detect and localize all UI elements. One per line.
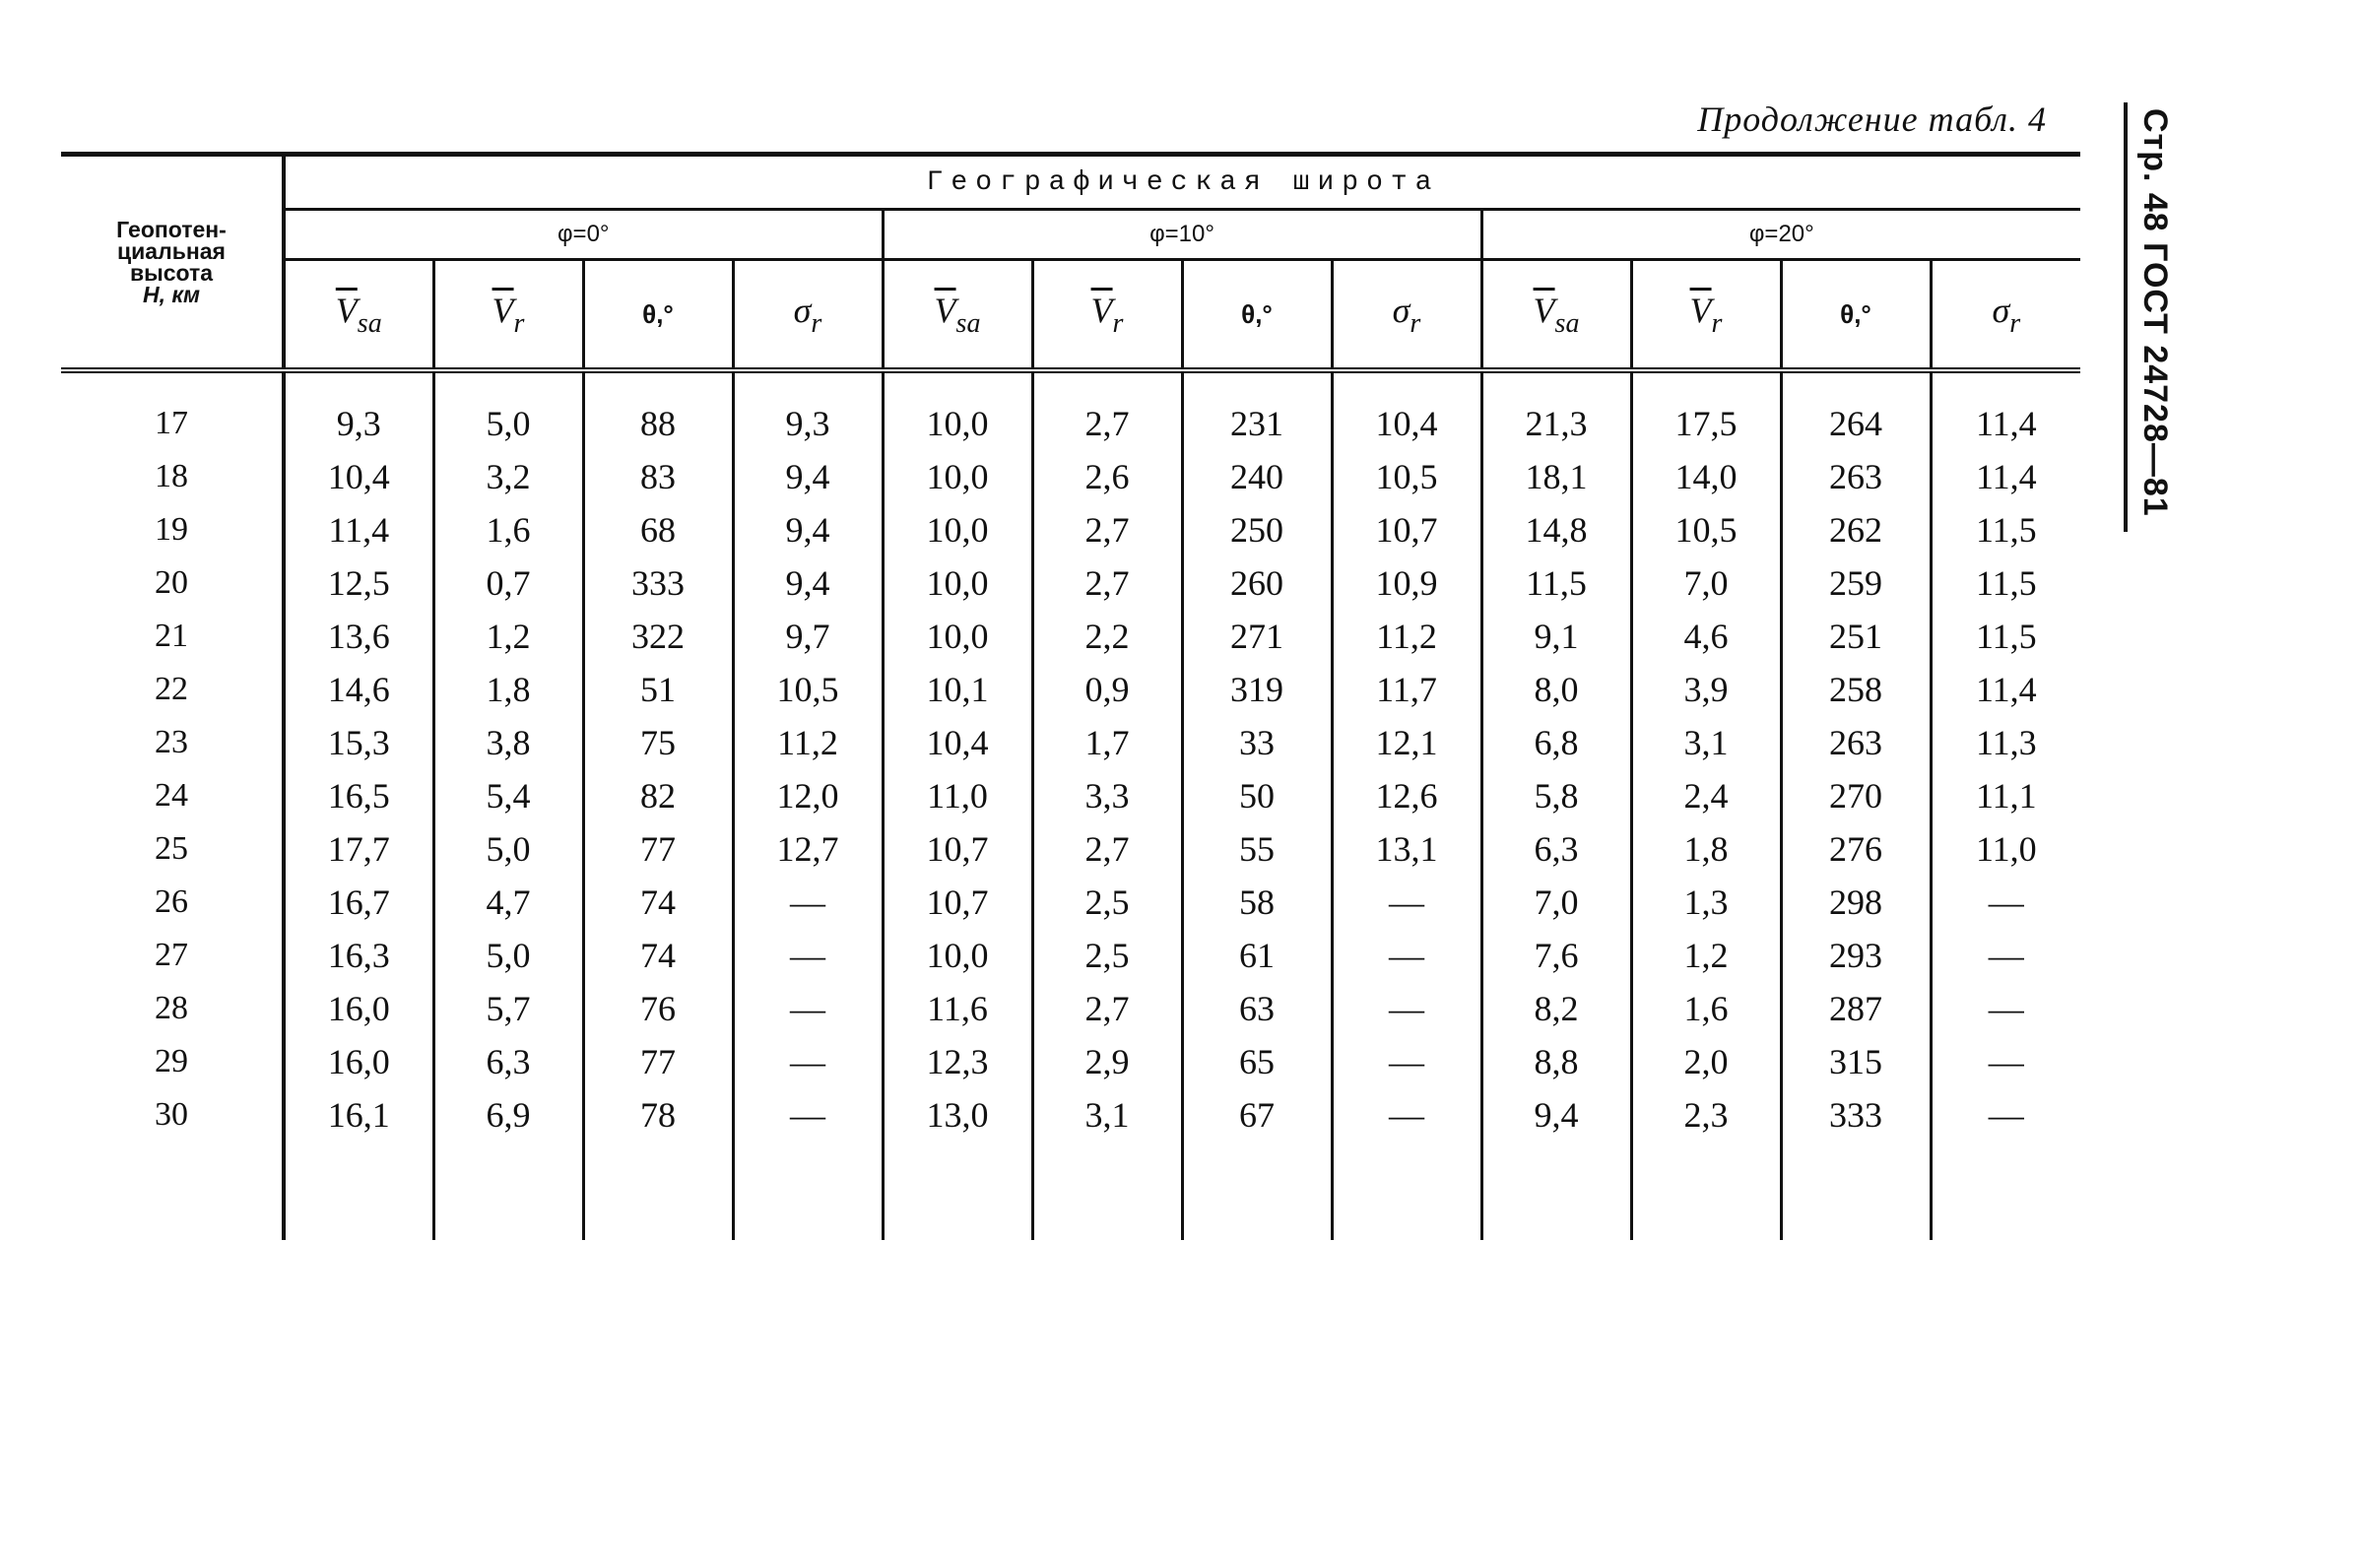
empty-cell	[583, 1142, 733, 1240]
value-cell: 16,5	[284, 769, 433, 822]
value-cell: 293	[1781, 929, 1931, 982]
empty-cell	[284, 1142, 433, 1240]
value-cell: 10,4	[883, 716, 1032, 769]
value-cell: 1,6	[433, 503, 583, 556]
value-cell: 10,0	[883, 610, 1032, 663]
value-cell: 12,5	[284, 556, 433, 610]
value-cell: 14,0	[1631, 450, 1781, 503]
value-cell: 16,1	[284, 1088, 433, 1142]
value-cell: —	[1988, 1042, 2024, 1081]
value-cell: 12,6	[1332, 769, 1481, 822]
value-cell: 298	[1781, 876, 1931, 929]
column-header-sigma: $\sigma_r$	[1332, 260, 1481, 371]
value-cell: 270	[1781, 769, 1931, 822]
value-cell: 10,0	[883, 503, 1032, 556]
value-cell: 11,2	[1332, 610, 1481, 663]
height-cell: 19	[61, 503, 284, 556]
value-cell: 10,5	[733, 663, 883, 716]
data-table	[61, 152, 2080, 1240]
value-cell: 2,9	[1032, 1035, 1182, 1088]
value-cell: 50	[1182, 769, 1332, 822]
value-cell: 6,9	[433, 1088, 583, 1142]
value-cell: 3,3	[1032, 769, 1182, 822]
value-cell: 2,5	[1032, 929, 1182, 982]
value-cell: 6,8	[1481, 716, 1631, 769]
column-header-sigma: $\sigma_r$	[1931, 260, 2080, 371]
value-cell: —	[1332, 982, 1481, 1035]
table-row	[61, 556, 2080, 610]
column-header-vsa: $\overline{V}_{sa}$	[1481, 260, 1631, 371]
value-cell: 1,2	[1631, 929, 1781, 982]
value-cell: 88	[583, 370, 733, 450]
value-cell: 17,7	[284, 822, 433, 876]
value-cell: 7,0	[1481, 876, 1631, 929]
column-header-sigma: $\sigma_r$	[733, 260, 883, 371]
value-cell: 0,9	[1032, 663, 1182, 716]
value-cell: 14,8	[1481, 503, 1631, 556]
value-cell: 2,5	[1032, 876, 1182, 929]
value-cell: 7,0	[1631, 556, 1781, 610]
value-cell: 271	[1182, 610, 1332, 663]
value-cell: —	[1332, 1035, 1481, 1088]
group-header-phi-0: φ=0°	[284, 210, 883, 260]
value-cell: 3,1	[1631, 716, 1781, 769]
value-cell: 74	[583, 876, 733, 929]
height-cell: 29	[61, 1035, 284, 1088]
height-cell: 27	[61, 929, 284, 982]
value-cell: 16,3	[284, 929, 433, 982]
height-cell: 25	[61, 822, 284, 876]
value-cell: 9,7	[733, 610, 883, 663]
value-cell: 11,4	[1975, 457, 2037, 496]
value-cell: 9,4	[733, 503, 883, 556]
value-cell: —	[733, 982, 883, 1035]
value-cell: 10,7	[1332, 503, 1481, 556]
value-cell: 9,4	[733, 450, 883, 503]
value-cell: 3,8	[433, 716, 583, 769]
value-cell: 11,5	[1975, 617, 2037, 656]
table-row	[61, 822, 2080, 876]
value-cell: 8,2	[1481, 982, 1631, 1035]
value-cell: —	[1988, 1095, 2024, 1135]
value-cell: 10,0	[883, 370, 1032, 450]
value-cell: 0,7	[433, 556, 583, 610]
empty-cell	[1781, 1142, 1931, 1240]
value-cell: 11,7	[1332, 663, 1481, 716]
table-row	[61, 663, 2080, 716]
value-cell: —	[1988, 989, 2024, 1028]
column-header-theta: θ,°	[1781, 260, 1931, 371]
empty-cell	[433, 1142, 583, 1240]
value-cell: —	[1988, 936, 2024, 975]
value-cell: 11,2	[733, 716, 883, 769]
value-cell: 12,0	[733, 769, 883, 822]
value-cell: 4,7	[433, 876, 583, 929]
height-column-header	[61, 155, 284, 371]
table-row	[61, 876, 2080, 929]
column-header-row	[61, 260, 2080, 371]
value-cell: 68	[583, 503, 733, 556]
table-row	[61, 450, 2080, 503]
value-cell: 9,3	[733, 370, 883, 450]
value-cell: 10,1	[883, 663, 1032, 716]
column-header-vr: $\overline{V}_r$	[1631, 260, 1781, 371]
value-cell: 10,7	[883, 822, 1032, 876]
value-cell: 63	[1182, 982, 1332, 1035]
value-cell: 8,0	[1481, 663, 1631, 716]
table-body	[61, 370, 2080, 1240]
height-header-line-2: циальная	[117, 238, 226, 264]
value-cell: —	[1988, 882, 2024, 922]
value-cell: 18,1	[1481, 450, 1631, 503]
value-cell: 2,4	[1631, 769, 1781, 822]
empty-cell	[733, 1142, 883, 1240]
empty-cell	[1032, 1142, 1182, 1240]
value-cell: 1,8	[433, 663, 583, 716]
value-cell: 4,6	[1631, 610, 1781, 663]
value-cell: 14,6	[284, 663, 433, 716]
value-cell: 77	[583, 822, 733, 876]
empty-cell	[1481, 1142, 1631, 1240]
value-cell: 1,3	[1631, 876, 1781, 929]
table-row	[61, 769, 2080, 822]
empty-cell	[1182, 1142, 1332, 1240]
value-cell: 58	[1182, 876, 1332, 929]
value-cell: 10,0	[883, 929, 1032, 982]
value-cell: 10,7	[883, 876, 1032, 929]
value-cell: 3,2	[433, 450, 583, 503]
value-cell: —	[733, 1035, 883, 1088]
value-cell: 5,0	[433, 370, 583, 450]
value-cell: 16,0	[284, 982, 433, 1035]
table-row	[61, 1088, 2080, 1142]
value-cell: 17,5	[1631, 370, 1781, 450]
value-cell: 8,8	[1481, 1035, 1631, 1088]
value-cell: 251	[1781, 610, 1931, 663]
value-cell: 260	[1182, 556, 1332, 610]
table-row	[61, 370, 2080, 450]
value-cell: 10,0	[883, 556, 1032, 610]
value-cell: 259	[1781, 556, 1931, 610]
value-cell: 1,2	[433, 610, 583, 663]
value-cell: 2,7	[1032, 556, 1182, 610]
value-cell: 78	[583, 1088, 733, 1142]
empty-cell	[1931, 1142, 2080, 1240]
value-cell: 5,4	[433, 769, 583, 822]
value-cell: 15,3	[284, 716, 433, 769]
value-cell: 12,1	[1332, 716, 1481, 769]
value-cell: 5,8	[1481, 769, 1631, 822]
value-cell: 10,5	[1332, 450, 1481, 503]
value-cell: 322	[583, 610, 733, 663]
value-cell: 264	[1781, 370, 1931, 450]
value-cell: 16,0	[284, 1035, 433, 1088]
height-header-line-1: Геопотен-	[116, 217, 227, 242]
value-cell: 5,0	[433, 929, 583, 982]
value-cell: 240	[1182, 450, 1332, 503]
height-header-line-4: H, км	[142, 282, 201, 307]
value-cell: 11,1	[1975, 776, 2037, 816]
value-cell: 262	[1781, 503, 1931, 556]
value-cell: —	[1332, 1088, 1481, 1142]
value-cell: 75	[583, 716, 733, 769]
page-side-marking	[2128, 108, 2177, 532]
table-tail-row	[61, 1142, 2080, 1240]
table-row	[61, 610, 2080, 663]
value-cell: 231	[1182, 370, 1332, 450]
value-cell: 258	[1781, 663, 1931, 716]
value-cell: 11,4	[284, 503, 433, 556]
value-cell: 9,3	[284, 370, 433, 450]
value-cell: 2,2	[1032, 610, 1182, 663]
value-cell: 21,3	[1481, 370, 1631, 450]
value-cell: 2,7	[1032, 982, 1182, 1035]
empty-cell	[1631, 1142, 1781, 1240]
value-cell: 55	[1182, 822, 1332, 876]
value-cell: 3,1	[1032, 1088, 1182, 1142]
value-cell: 2,6	[1032, 450, 1182, 503]
value-cell: 7,6	[1481, 929, 1631, 982]
table-row	[61, 982, 2080, 1035]
value-cell: 16,7	[284, 876, 433, 929]
value-cell: 13,6	[284, 610, 433, 663]
value-cell: 3,9	[1631, 663, 1781, 716]
value-cell: 67	[1182, 1088, 1332, 1142]
value-cell: —	[733, 876, 883, 929]
empty-cell	[1332, 1142, 1481, 1240]
value-cell: 319	[1182, 663, 1332, 716]
height-cell: 23	[61, 716, 284, 769]
column-header-vsa: $\overline{V}_{sa}$	[883, 260, 1032, 371]
value-cell: 5,7	[433, 982, 583, 1035]
value-cell: 11,6	[883, 982, 1032, 1035]
table-row	[61, 716, 2080, 769]
value-cell: 1,8	[1631, 822, 1781, 876]
value-cell: 13,0	[883, 1088, 1032, 1142]
value-cell: 10,4	[284, 450, 433, 503]
value-cell: 10,0	[883, 450, 1032, 503]
value-cell: 11,5	[1481, 556, 1631, 610]
latitude-header: Географическая широта	[284, 155, 2080, 210]
height-header-line-3: высота	[129, 260, 214, 286]
value-cell: 6,3	[1481, 822, 1631, 876]
value-cell: 263	[1781, 716, 1931, 769]
height-cell: 26	[61, 876, 284, 929]
value-cell: 9,4	[733, 556, 883, 610]
value-cell: 61	[1182, 929, 1332, 982]
empty-cell	[61, 1142, 284, 1240]
value-cell: 12,3	[883, 1035, 1032, 1088]
value-cell: 5,0	[433, 822, 583, 876]
column-header-vr: $\overline{V}_r$	[433, 260, 583, 371]
table-row	[61, 1035, 2080, 1088]
value-cell: 11,4	[1975, 670, 2037, 709]
value-cell: 315	[1781, 1035, 1931, 1088]
value-cell: 9,1	[1481, 610, 1631, 663]
empty-cell	[883, 1142, 1032, 1240]
value-cell: 11,5	[1975, 510, 2037, 550]
value-cell: 9,4	[1481, 1088, 1631, 1142]
value-cell: —	[733, 929, 883, 982]
value-cell: 51	[583, 663, 733, 716]
value-cell: 11,0	[1975, 829, 2037, 869]
page-number-and-standard: Стр. 48 ГОСТ 24728—81	[2136, 108, 2174, 517]
table-caption: Продолжение табл. 4	[1697, 99, 2047, 139]
value-cell: 76	[583, 982, 733, 1035]
value-cell: 11,5	[1975, 563, 2037, 603]
height-cell: 22	[61, 663, 284, 716]
value-cell: 276	[1781, 822, 1931, 876]
height-cell: 20	[61, 556, 284, 610]
value-cell: 2,7	[1032, 370, 1182, 450]
height-cell: 21	[61, 610, 284, 663]
value-cell: 263	[1781, 450, 1931, 503]
value-cell: —	[1332, 929, 1481, 982]
column-header-vr: $\overline{V}_r$	[1032, 260, 1182, 371]
value-cell: 74	[583, 929, 733, 982]
value-cell: 287	[1781, 982, 1931, 1035]
value-cell: 10,4	[1332, 370, 1481, 450]
table-row	[61, 503, 2080, 556]
value-cell: 1,6	[1631, 982, 1781, 1035]
height-cell: 24	[61, 769, 284, 822]
height-cell: 18	[61, 450, 284, 503]
value-cell: 11,3	[1975, 723, 2037, 762]
value-cell: 13,1	[1332, 822, 1481, 876]
value-cell: 250	[1182, 503, 1332, 556]
value-cell: 2,0	[1631, 1035, 1781, 1088]
value-cell: 77	[583, 1035, 733, 1088]
group-header-phi-10: φ=10°	[883, 210, 1481, 260]
value-cell: —	[1332, 876, 1481, 929]
value-cell: 333	[583, 556, 733, 610]
height-cell: 17	[61, 370, 284, 450]
value-cell: 2,7	[1032, 503, 1182, 556]
value-cell: 11,0	[883, 769, 1032, 822]
value-cell: 33	[1182, 716, 1332, 769]
value-cell: 11,4	[1975, 404, 2037, 443]
column-header-theta: θ,°	[583, 260, 733, 371]
value-cell: 10,5	[1631, 503, 1781, 556]
height-cell: 30	[61, 1088, 284, 1142]
value-cell: 82	[583, 769, 733, 822]
value-cell: —	[733, 1088, 883, 1142]
value-cell: 2,3	[1631, 1088, 1781, 1142]
value-cell: 12,7	[733, 822, 883, 876]
group-header-phi-20: φ=20°	[1481, 210, 2080, 260]
value-cell: 83	[583, 450, 733, 503]
value-cell: 6,3	[433, 1035, 583, 1088]
table-row	[61, 929, 2080, 982]
column-header-theta: θ,°	[1182, 260, 1332, 371]
height-cell: 28	[61, 982, 284, 1035]
value-cell: 10,9	[1332, 556, 1481, 610]
value-cell: 65	[1182, 1035, 1332, 1088]
value-cell: 1,7	[1032, 716, 1182, 769]
value-cell: 2,7	[1032, 822, 1182, 876]
value-cell: 333	[1781, 1088, 1931, 1142]
column-header-vsa: $\overline{V}_{sa}$	[284, 260, 433, 371]
